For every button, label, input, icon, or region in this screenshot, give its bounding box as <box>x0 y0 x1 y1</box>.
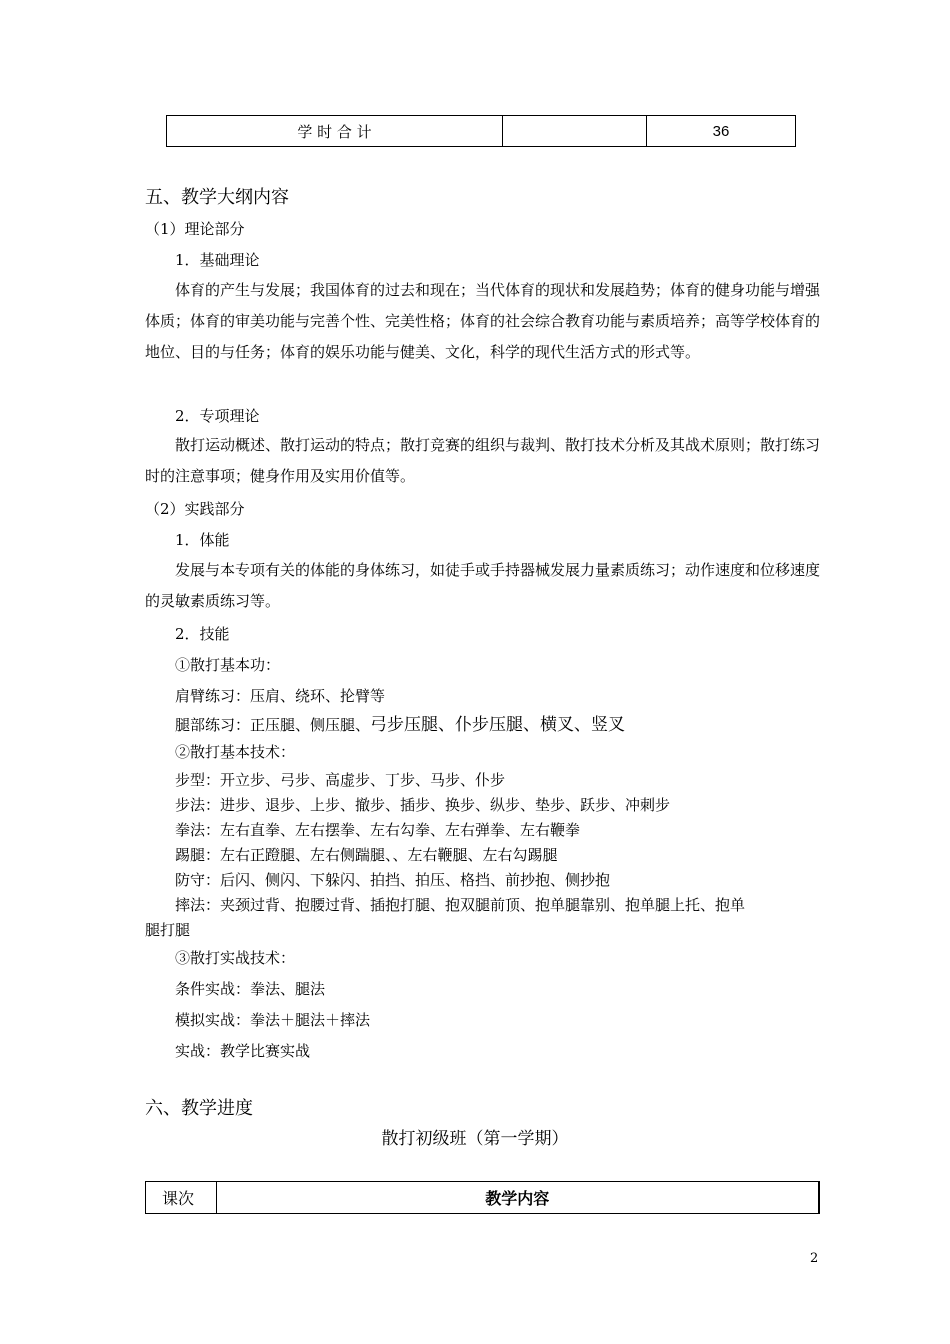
leg-exercise-part-b: 弓步压腿、仆步压腿、横叉、竖叉 <box>370 715 626 735</box>
defense-list: 防守：后闪、侧闪、下躲闪、拍挡、拍压、格挡、前抄抱、侧抄抱 <box>175 871 611 889</box>
leg-exercise-part-a: 腿部练习：正压腿、侧压腿、 <box>175 716 371 734</box>
actual-combat: 实战：教学比赛实战 <box>175 1042 311 1060</box>
throw-list: 摔法：夹颈过背、抱腰过背、插抱打腿、抱双腿前顶、抱单腿靠别、抱单腿上托、抱单 <box>175 896 746 914</box>
combat-tech-title: ③散打实战技术： <box>175 949 296 967</box>
skills-heading: 2．技能 <box>175 625 230 643</box>
hours-total-label: 学 时 合 计 <box>167 116 503 147</box>
fitness-heading: 1．体能 <box>175 531 230 549</box>
section5-title: 五、教学大纲内容 <box>145 187 289 208</box>
hours-total-table <box>166 115 796 147</box>
punch-list: 拳法：左右直拳、左右摆拳、左右勾拳、左右弹拳、左右鞭拳 <box>175 821 581 839</box>
simulated-combat: 模拟实战：拳法＋腿法＋摔法 <box>175 1011 371 1029</box>
conditional-combat: 条件实战：拳法、腿法 <box>175 980 326 998</box>
throw-list-continued: 腿打腿 <box>145 921 191 939</box>
table-row <box>167 116 796 147</box>
practice-heading: （2）实践部分 <box>145 500 245 518</box>
kick-list: 踢腿：左右正蹬腿、左右侧踹腿、、左右鞭腿、左右勾踢腿 <box>175 846 558 864</box>
schedule-subtitle: 散打初级班（第一学期） <box>381 1129 569 1149</box>
special-theory-text: 散打运动概述、散打运动的特点；散打竞赛的组织与裁判、散打技术分析及其战术原则；散打练习时的注意事项；健身作用及实用价值等。 <box>145 436 821 485</box>
arm-exercise: 肩臂练习：压肩、绕环、抡臂等 <box>175 687 386 705</box>
column-header-lesson: 课次 <box>146 1182 217 1214</box>
basic-theory-heading: 1．基础理论 <box>175 251 260 269</box>
special-theory-heading: 2．专项理论 <box>175 407 260 425</box>
fitness-text: 发展与本专项有关的体能的身体练习，如徒手或手持器械发展力量素质练习；动作速度和位移速度的灵敏素质练习等。 <box>145 561 821 610</box>
stance-list: 步型：开立步、弓步、高虚步、丁步、马步、仆步 <box>175 771 506 789</box>
basic-tech-title: ②散打基本技术： <box>175 743 296 761</box>
column-header-content: 教学内容 <box>217 1182 819 1214</box>
theory-heading: （1）理论部分 <box>145 220 245 238</box>
hours-total-value: 36 <box>647 116 796 147</box>
basic-skill-title: ①散打基本功： <box>175 656 281 674</box>
footwork-list: 步法：进步、退步、上步、撤步、插步、换步、纵步、垫步、跃步、冲刺步 <box>175 796 671 814</box>
table-header-row <box>146 1182 819 1214</box>
basic-theory-text: 体育的产生与发展；我国体育的过去和现在；当代体育的现状和发展趋势；体育的健身功能与增强体质；体育的审美功能与完善个性、完美性格；体育的社会综合教育功能与素质培养；高等学校体育的地位、目的与任务；体育的娱乐功能与健美、文化，科学的现代生活方式的形式等。 <box>145 281 821 361</box>
page-number: 2 <box>810 1251 819 1266</box>
leg-exercise <box>175 710 625 735</box>
hours-empty-cell <box>503 116 647 147</box>
schedule-table <box>145 1181 820 1214</box>
section6-title: 六、教学进度 <box>145 1098 253 1119</box>
